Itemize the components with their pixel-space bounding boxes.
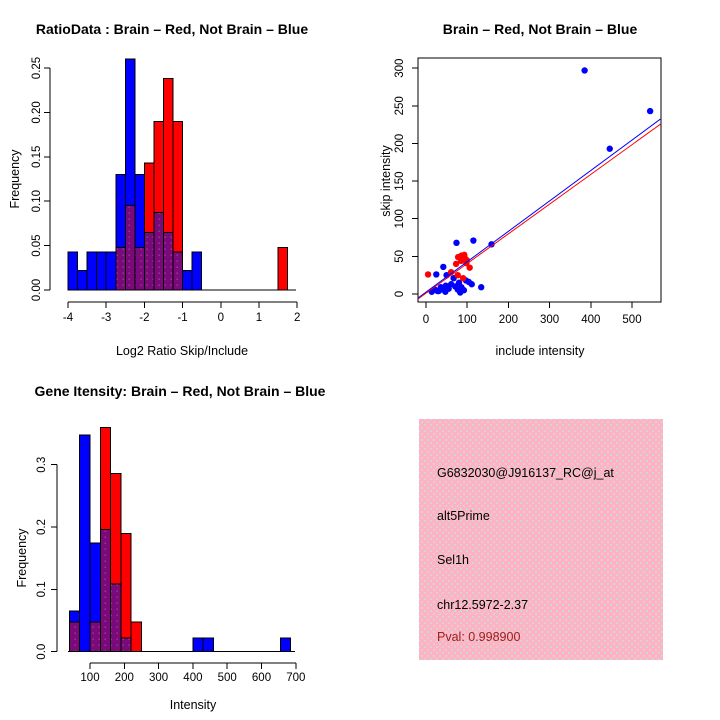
hist-bar-red (278, 247, 288, 290)
hist-bar-blue (192, 252, 202, 290)
panel-scatter (379, 21, 661, 358)
y-tick-label: 0.1 (36, 581, 48, 598)
hist-bar-blue (87, 252, 97, 290)
hist-bar-blue (280, 638, 290, 652)
scatter-point-blue (453, 240, 459, 246)
scatter-point-red (466, 264, 472, 270)
ratio-hist-ylabel: Frequency (8, 149, 22, 209)
x-tick-label: -3 (101, 312, 112, 324)
y-tick-label: 0.15 (31, 145, 43, 168)
x-tick-label: 0 (217, 312, 225, 324)
hist-bar-blue (78, 270, 88, 290)
hist-bar-overlap (125, 206, 135, 290)
hist-bar-blue (183, 270, 193, 290)
scatter-point-blue (448, 281, 454, 287)
y-tick-label: 0.3 (36, 456, 48, 473)
hist-bar-overlap (69, 622, 79, 652)
x-tick-label: 200 (498, 314, 518, 326)
blue-fit-line (418, 119, 660, 298)
scatter-point-blue (440, 264, 446, 270)
gene-symbol-text: Sel1h (437, 553, 469, 567)
ratio-hist-title: RatioData : Brain – Red, Not Brain – Blue (35, 21, 309, 37)
hist-bar-blue (97, 252, 107, 290)
red-fit-line (418, 124, 660, 299)
hist-bar-blue (193, 638, 203, 652)
hist-bar-overlap (164, 232, 174, 290)
locus-text: chr12.5972-2.37 (437, 598, 529, 612)
hist-bar-overlap (135, 247, 145, 290)
y-tick-label: 0.25 (31, 56, 43, 80)
y-tick-label: 0 (394, 290, 406, 298)
y-tick-label: 300 (394, 58, 406, 78)
hist-bar-blue (68, 252, 78, 290)
y-tick-label: 0.10 (31, 190, 43, 213)
x-tick-label: 400 (581, 314, 601, 326)
hist-bar-blue (203, 638, 213, 652)
info-panel (419, 419, 663, 660)
x-tick-label: -1 (177, 312, 188, 324)
x-tick-label: 500 (217, 672, 237, 684)
x-tick-label: 500 (622, 314, 642, 326)
hist-bar-overlap (116, 247, 126, 290)
y-tick-label: 0.00 (31, 278, 43, 302)
y-tick-label: 50 (394, 249, 406, 263)
hist-bar-red (121, 533, 131, 651)
x-tick-label: 100 (457, 314, 477, 326)
hist-bar-red (131, 622, 141, 652)
x-tick-label: 200 (114, 672, 134, 684)
scatter-xlabel: include intensity (495, 344, 585, 358)
scatter-point-blue (433, 271, 439, 277)
ratio-hist-xlabel: Log2 Ratio Skip/Include (115, 344, 249, 358)
gene-hist-plot (36, 427, 305, 684)
x-tick-label: 700 (286, 672, 306, 684)
hist-bar-overlap (144, 232, 154, 290)
scatter-point-red (460, 275, 466, 281)
hist-bar-blue (80, 435, 90, 652)
y-tick-label: 0.05 (31, 234, 43, 257)
scatter-point-blue (442, 289, 448, 295)
x-tick-label: 400 (183, 672, 203, 684)
scatter-point-red (425, 271, 431, 277)
scatter-point-red (453, 261, 459, 267)
panel-gene-histogram (15, 383, 326, 712)
scatter-point-blue (478, 284, 484, 290)
hist-bar-overlap (111, 584, 121, 652)
scatter-ylabel: skip intensity (379, 145, 393, 217)
scatter-plot (394, 58, 661, 326)
scatter-title: Brain – Red, Not Brain – Blue (442, 21, 638, 37)
scatter-point-red (461, 252, 467, 258)
scatter-point-blue (457, 289, 463, 295)
x-tick-label: 1 (255, 312, 263, 324)
hist-bar-overlap (154, 213, 164, 290)
gene-hist-title: Gene Itensity: Brain – Red, Not Brain – Blue (34, 383, 326, 399)
x-tick-label: -2 (139, 312, 150, 324)
scatter-point-blue (607, 146, 613, 152)
x-tick-label: -4 (62, 312, 74, 324)
y-tick-label: 0.20 (31, 101, 43, 124)
scatter-point-red (455, 272, 461, 278)
y-tick-label: 250 (394, 96, 406, 116)
scatter-point-blue (436, 288, 442, 294)
x-tick-label: 300 (540, 314, 560, 326)
x-tick-label: 300 (149, 672, 169, 684)
hist-bar-blue (106, 252, 116, 290)
scatter-point-blue (647, 108, 653, 114)
panel-ratio-histogram (8, 21, 308, 358)
y-tick-label: 0.2 (36, 519, 48, 536)
hist-bar-overlap (100, 530, 110, 652)
splice-type-text: alt5Prime (437, 509, 490, 523)
x-tick-label: 0 (422, 314, 430, 326)
x-tick-label: 2 (293, 312, 301, 324)
y-tick-label: 200 (394, 133, 406, 154)
y-tick-label: 0.0 (36, 643, 48, 660)
scatter-point-blue (443, 283, 449, 289)
hist-bar-overlap (173, 252, 183, 290)
scatter-point-blue (469, 281, 475, 287)
scatter-point-blue (581, 67, 587, 73)
y-tick-label: 100 (394, 209, 406, 229)
hist-bar-overlap (121, 638, 131, 652)
hist-bar-overlap (90, 622, 100, 652)
y-tick-label: 150 (394, 171, 406, 191)
x-tick-label: 100 (80, 672, 100, 684)
pval-text: Pval: 0.998900 (437, 630, 521, 644)
probe-id-text: G6832030@J916137_RC@j_at (437, 466, 614, 480)
ratio-hist-plot (31, 57, 300, 324)
gene-hist-ylabel: Frequency (15, 528, 29, 588)
gene-hist-xlabel: Intensity (169, 698, 217, 712)
x-tick-label: 600 (251, 672, 272, 684)
scatter-point-blue (470, 237, 476, 243)
